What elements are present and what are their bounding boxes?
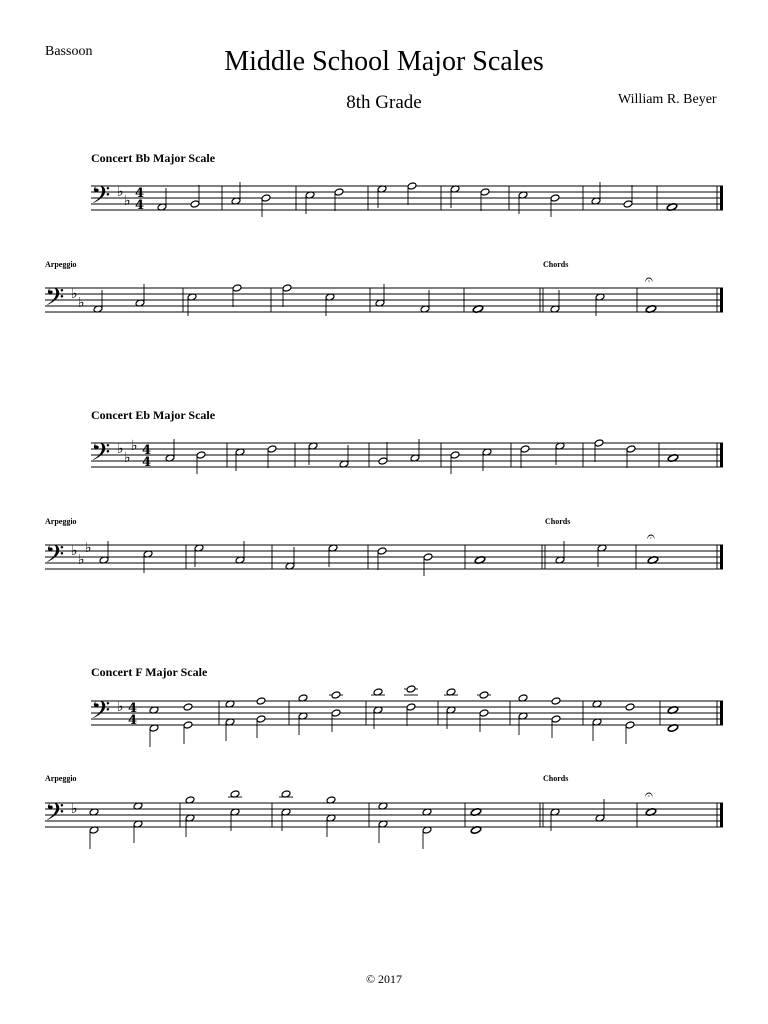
note-head xyxy=(450,451,460,459)
arpeggio-label-eb: Arpeggio xyxy=(45,517,77,526)
note-head xyxy=(626,445,636,453)
note-head xyxy=(183,721,193,729)
staff-f-scale xyxy=(0,683,768,743)
note-head xyxy=(232,284,242,292)
flat-icon: ♭ xyxy=(124,450,131,466)
note-head xyxy=(551,715,561,723)
flat-icon: ♭ xyxy=(124,193,131,209)
arpeggio-label-f: Arpeggio xyxy=(45,774,77,783)
note-head xyxy=(261,194,271,202)
composer-name: William R. Beyer xyxy=(618,92,717,107)
page-subtitle: 8th Grade xyxy=(346,92,422,113)
flat-icon: ♭ xyxy=(117,184,124,200)
staff-f-arpeggio xyxy=(0,785,768,845)
flat-icon: ♭ xyxy=(71,543,78,559)
note-head xyxy=(331,691,341,699)
chords-label-eb: Chords xyxy=(545,517,571,526)
staff-eb-scale xyxy=(0,425,768,485)
final-barline xyxy=(720,701,723,725)
note-head xyxy=(423,553,433,561)
time-signature-top: 4 xyxy=(128,701,138,716)
final-barline xyxy=(720,288,723,312)
time-signature-bottom: 4 xyxy=(128,713,138,728)
note-head xyxy=(625,721,635,729)
arpeggio-label-bb: Arpeggio xyxy=(45,260,77,269)
bass-clef-icon: 𝄢 xyxy=(91,696,111,731)
time-signature-top: 4 xyxy=(135,186,145,201)
chords-label-f: Chords xyxy=(543,774,569,783)
note-head xyxy=(625,703,635,711)
note-head xyxy=(282,284,292,292)
section-heading-eb: Concert Eb Major Scale xyxy=(91,408,216,422)
final-barline xyxy=(720,186,723,210)
note-head xyxy=(378,457,388,465)
flat-icon: ♭ xyxy=(78,295,85,311)
note-head xyxy=(334,188,344,196)
section-heading-bb: Concert Bb Major Scale xyxy=(91,151,216,165)
note-head xyxy=(480,188,490,196)
note-head xyxy=(406,685,416,693)
page-title: Middle School Major Scales xyxy=(224,46,544,77)
note-head xyxy=(196,451,206,459)
bass-clef-icon: 𝄢 xyxy=(91,438,111,473)
final-barline xyxy=(720,545,723,569)
note-head xyxy=(267,445,277,453)
copyright: © 2017 xyxy=(365,972,403,986)
final-barline xyxy=(720,803,723,827)
bass-clef-icon: 𝄢 xyxy=(45,540,65,575)
section-heading-f: Concert F Major Scale xyxy=(91,665,208,679)
note-head xyxy=(551,697,561,705)
fermata-icon: 𝄐 xyxy=(647,529,655,545)
bass-clef-icon: 𝄢 xyxy=(45,283,65,318)
fermata-icon: 𝄐 xyxy=(645,272,653,288)
note-head xyxy=(406,703,416,711)
bass-clef-icon: 𝄢 xyxy=(91,181,111,216)
flat-icon: ♭ xyxy=(78,552,85,568)
bass-clef-icon: 𝄢 xyxy=(45,798,65,833)
note-head xyxy=(479,691,489,699)
flat-icon: ♭ xyxy=(117,441,124,457)
final-barline xyxy=(720,443,723,467)
flat-icon: ♭ xyxy=(117,699,124,715)
note-head xyxy=(407,182,417,190)
instrument-name: Bassoon xyxy=(45,44,93,59)
note-head xyxy=(623,200,633,208)
flat-icon: ♭ xyxy=(71,286,78,302)
note-head xyxy=(256,697,266,705)
note-head xyxy=(331,709,341,717)
time-signature-bottom: 4 xyxy=(142,455,152,470)
flat-icon: ♭ xyxy=(85,540,92,556)
note-head xyxy=(550,194,560,202)
time-signature-top: 4 xyxy=(142,443,152,458)
note-head xyxy=(256,715,266,723)
flat-icon: ♭ xyxy=(71,801,78,817)
note-head xyxy=(190,200,200,208)
note-head xyxy=(183,703,193,711)
fermata-icon: 𝄐 xyxy=(645,787,653,803)
note-head xyxy=(520,445,530,453)
time-signature-bottom: 4 xyxy=(135,198,145,213)
note-head xyxy=(594,439,604,447)
note-head xyxy=(479,709,489,717)
flat-icon: ♭ xyxy=(131,438,138,454)
staff-bb-scale xyxy=(0,168,768,228)
staff-eb-arpeggio xyxy=(0,527,768,587)
staff-bb-arpeggio xyxy=(0,270,768,330)
chords-label-bb: Chords xyxy=(543,260,569,269)
note-head xyxy=(377,547,387,555)
